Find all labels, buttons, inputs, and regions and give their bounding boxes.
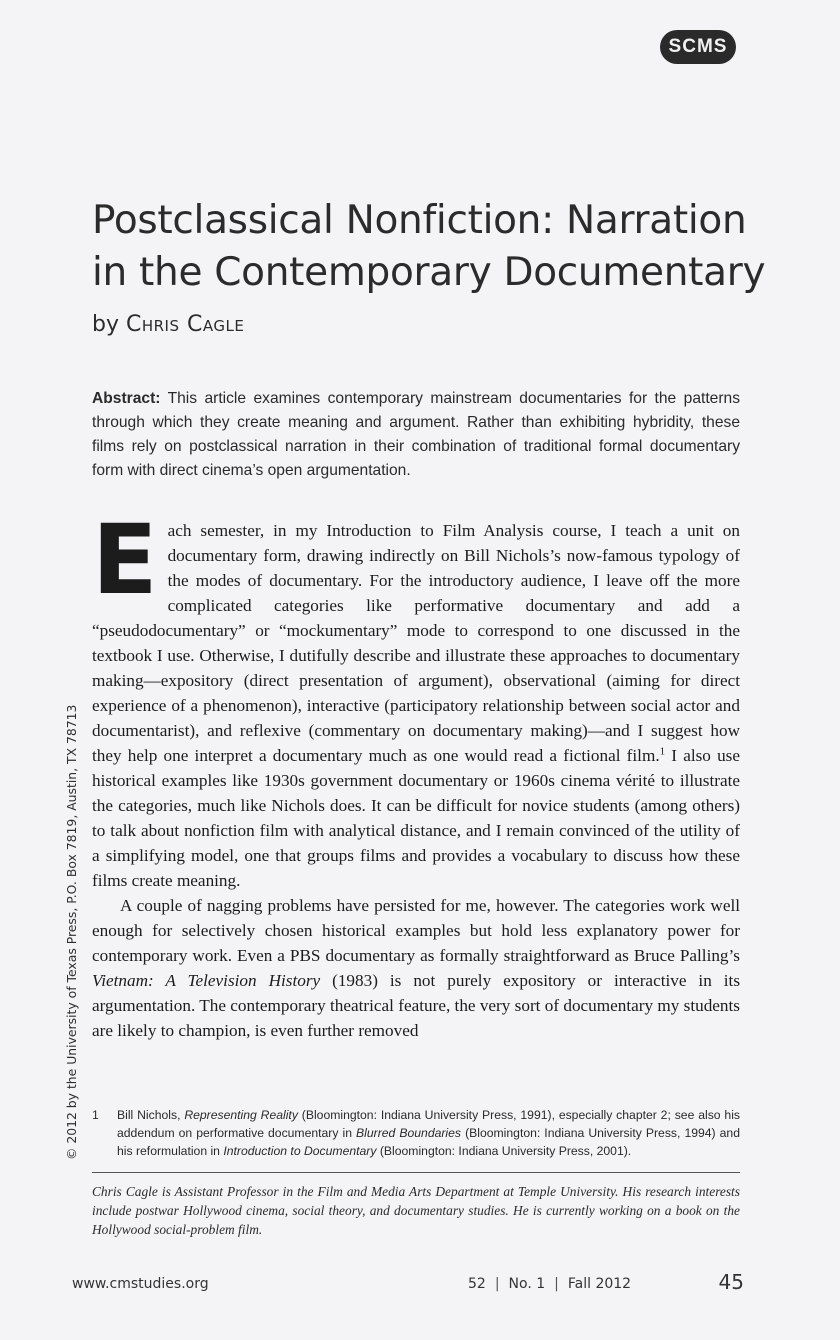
abstract-text: This article examines contemporary mainstream documentaries for the patterns through which they create meaning and argument. Rather than exhibiting hybridity, these films rely on postclassical narration in their combination of traditional formal documentary form with direct cinema’s open argumentation.	[92, 390, 740, 479]
byline	[92, 312, 244, 337]
abstract	[92, 387, 740, 483]
author-name: Chris Cagle	[125, 312, 245, 337]
separator: |	[494, 1276, 500, 1292]
footnote-book-1: Representing Reality	[184, 1108, 298, 1122]
footnote-text-4: (Bloomington: Indiana University Press, 2001).	[376, 1144, 632, 1158]
paragraph-2-text-a: A couple of nagging problems have persisted for me, however. The categories work well enough for selectively chosen historical examples but hold less explanatory power for contemporary work. Even a PBS documentary as formally straightforward as Bruce Palling’s	[92, 896, 740, 965]
paragraph-2-film-title: Vietnam: A Television History	[92, 971, 321, 990]
page-footer	[72, 1270, 744, 1298]
separator: |	[554, 1276, 559, 1292]
paragraph-2-text-b: (1983) is not purely expository or interactive in its argumentation. The contemporary theatrical feature, the very sort of documentary my students are likely to champion, is even further removed	[92, 971, 741, 1040]
article-title: Postclassical Nonfiction: Narration in the Contemporary Documentary	[92, 198, 766, 295]
footnote-divider	[92, 1172, 740, 1173]
paragraph-1	[92, 504, 740, 893]
issue-info	[468, 1276, 631, 1292]
scms-logo: SCMS	[660, 30, 736, 64]
journal-url[interactable]: www.cmstudies.org	[72, 1276, 209, 1292]
footnote-number: 1	[92, 1108, 99, 1122]
copyright-sidebar: © 2012 by the University of Texas Press, P.O. Box 7819, Austin, TX 78713	[64, 704, 79, 1160]
article-body	[92, 504, 741, 1043]
footnote-book-2: Blurred Boundaries	[356, 1126, 462, 1140]
issue-number: No. 1	[508, 1276, 546, 1292]
drop-cap: E	[92, 504, 158, 616]
page-number: 45	[718, 1270, 744, 1294]
footnote-ref-1[interactable]: 1	[659, 745, 666, 758]
volume-number: 52	[468, 1276, 486, 1292]
paragraph-1-text-b: I also use historical examples like 1930s government documentary or 1960s cinema vérité to illustrate the categories, much like Nichols does. It can be difficult for novice students (among others) to talk about nonfiction film with analytical distance, and I remain convinced of the utility of a simplifying model, one that groups films and provides a vocabulary to discuss how these films create meaning.	[92, 746, 740, 890]
footnote-text	[117, 1106, 740, 1160]
footnote-text-1: Bill Nichols,	[117, 1108, 185, 1122]
byline-prefix: by	[92, 312, 119, 337]
paragraph-1-text-a: ach semester, in my Introduction to Film Analysis course, I teach a unit on documentary form, drawing indirectly on Bill Nichols’s now-famous typology of the modes of documentary. For the introductory audience, I leave off the more complicated categories like performative documentary and add a “pseudodocumentary” or “mockumentary” mode to correspond to one discussed in the textbook I use. Otherwise, I dutifully describe and illustrate these approaches to documentary making—expository (direct presentation of argument), observational (aiming for direct experience of a phenomenon), interactive (participatory relationship between social actor and documentarist), and reflexive (commentary on documentary making)—and I suggest how they help one interpret a documentary much as one would read a fictional film.	[92, 521, 740, 765]
footnote-book-3: Introduction to Documentary	[223, 1144, 377, 1158]
paragraph-2	[92, 893, 740, 1043]
footnote-text-3: (Bloomington: Indiana University Press, 1994) and his reformulation in	[117, 1126, 740, 1158]
author-note: Chris Cagle is Assistant Professor in the Film and Media Arts Department at Temple University. His research interests include postwar Hollywood cinema, social theory, and documentary studies. He is currently working on a book on the Hollywood social-problem film.	[92, 1184, 740, 1237]
footnote-1	[92, 1106, 740, 1160]
issue-season: Fall 2012	[567, 1276, 632, 1292]
footnote-text-2: (Bloomington: Indiana University Press, 1991), especially chapter 2; see also his addendum on performative documentary in	[117, 1108, 740, 1140]
abstract-label: Abstract:	[92, 390, 161, 407]
